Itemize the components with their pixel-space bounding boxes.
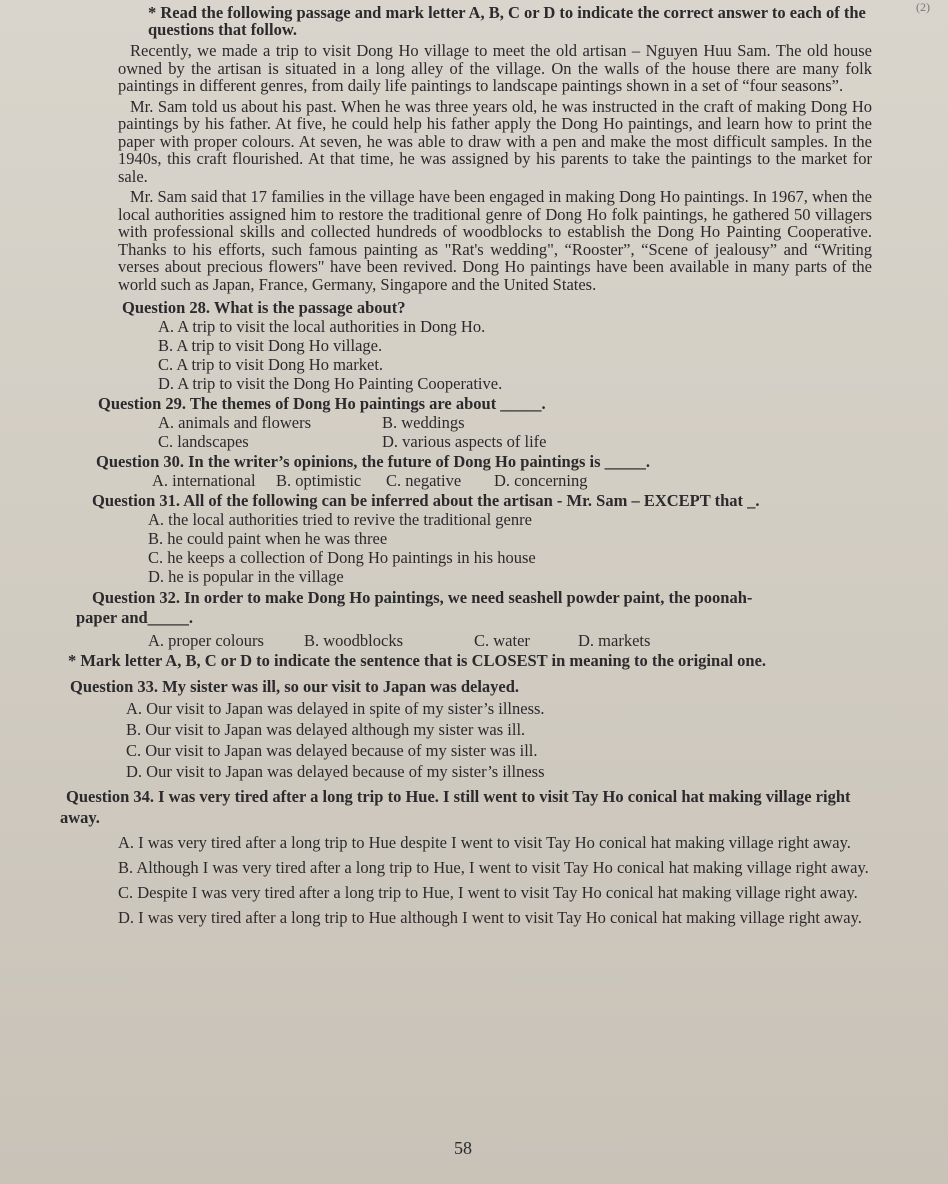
option-c[interactable]: C. Despite I was very tired after a long trip to Hue, I went to visit Tay Ho conical hat making village right away. [118, 883, 858, 902]
option-c[interactable]: C. A trip to visit Dong Ho market. [158, 355, 384, 374]
page-number: 58 [454, 1138, 472, 1158]
question-34 [60, 786, 872, 928]
option-c[interactable]: C. negative [386, 471, 462, 490]
question-text: Question 32. In order to make Dong Ho paintings, we need seashell powder paint, the poonah- [92, 588, 753, 607]
option-b[interactable]: B. he could paint when he was three [148, 529, 388, 548]
passage-paragraph-2: Mr. Sam told us about his past. When he was three years old, he was instructed in the craft of making Dong Ho paintings by his father. At five, he could help his father apply the Dong Ho paintings, and learn how to print the paper with proper colours. At seven, he was able to draw with a pen and make the most difficult samples. In the 1940s, this craft flourished. At that time, he was assigned by his parents to take the paintings to the market for sale. [118, 96, 872, 186]
content [52, 4, 872, 928]
option-a[interactable]: A. A trip to visit the local authorities in Dong Ho. [158, 317, 486, 336]
option-a[interactable]: A. the local authorities tried to revive the traditional genre [148, 510, 532, 529]
option-c[interactable]: C. landscapes [158, 432, 249, 451]
option-b[interactable]: B. weddings [382, 413, 465, 432]
question-33 [70, 678, 872, 782]
question-text: Question 28. What is the passage about? [122, 298, 406, 317]
question-30 [96, 453, 872, 490]
option-d[interactable]: D. concerning [494, 471, 588, 490]
question-text-continued: paper and_____. [76, 608, 194, 627]
option-b[interactable]: B. optimistic [276, 471, 362, 490]
option-a[interactable]: A. animals and flowers [158, 413, 312, 432]
passage-paragraph-1: Recently, we made a trip to visit Dong Ho village to meet the old artisan – Nguyen Huu Sam. The old house owned by the artisan is situated in a long alley of the village. On the walls of the house there are many folk paintings in different genres, from daily life paintings to landscape paintings shown in a set of “four seasons”. [118, 41, 872, 95]
option-b[interactable]: B. A trip to visit Dong Ho village. [158, 336, 383, 355]
instructions-closest-meaning: * Mark letter A, B, C or D to indicate the sentence that is CLOSEST in meaning to the original one. [68, 651, 767, 670]
passage [118, 42, 872, 293]
question-28 [122, 299, 872, 393]
option-a[interactable]: A. proper colours [148, 631, 264, 650]
question-text: Question 30. In the writer’s opinions, the future of Dong Ho paintings is _____. [96, 452, 651, 471]
question-text: Question 34. I was very tired after a long trip to Hue. I still went to visit Tay Ho conical hat making village right away. [60, 787, 851, 827]
option-b[interactable]: B. Although I was very tired after a long trip to Hue, I went to visit Tay Ho conical hat making village right away. [118, 858, 869, 877]
question-29 [98, 395, 872, 451]
passage-paragraph-3: Mr. Sam said that 17 families in the village have been engaged in making Dong Ho paintings. In 1967, when the local authorities assigned him to restore the traditional genre of Dong Ho folk paintings, he gathered 50 villagers with professional skills and collected hundreds of woodblocks to establish the Dong Ho Painting Cooperative. Thanks to his efforts, such famous painting as "Rat's wedding", “Rooster”, “Scene of jealousy” and “Writing verses about precious flowers" have been revived. Dong Ho paintings have been available in many parts of the world such as Japan, France, Germany, Singapore and the United States. [118, 187, 872, 294]
option-c[interactable]: C. water [474, 631, 530, 650]
question-text: Question 31. All of the following can be inferred about the artisan - Mr. Sam – EXCEPT that _. [92, 491, 760, 510]
option-d[interactable]: D. various aspects of life [382, 432, 547, 451]
option-a[interactable]: A. international [152, 471, 256, 490]
instructions-reading: * Read the following passage and mark letter A, B, C or D to indicate the correct answer to each of the questions that follow. [148, 3, 866, 39]
option-a[interactable]: A. I was very tired after a long trip to Hue despite I went to visit Tay Ho conical hat making village right away. [118, 833, 851, 852]
option-b[interactable]: B. woodblocks [304, 631, 403, 650]
option-d[interactable]: D. markets [578, 631, 651, 650]
option-d[interactable]: D. I was very tired after a long trip to Hue although I went to visit Tay Ho conical hat making village right away. [118, 908, 862, 927]
option-d[interactable]: D. Our visit to Japan was delayed because of my sister’s illness [126, 762, 545, 781]
corner-mark: (2) [916, 0, 930, 14]
question-31 [92, 492, 872, 586]
option-c[interactable]: C. Our visit to Japan was delayed because of my sister was ill. [126, 741, 538, 760]
question-text: Question 29. The themes of Dong Ho paintings are about _____. [98, 394, 546, 413]
option-c[interactable]: C. he keeps a collection of Dong Ho paintings in his house [148, 548, 536, 567]
option-d[interactable]: D. he is popular in the village [148, 567, 344, 586]
option-a[interactable]: A. Our visit to Japan was delayed in spite of my sister’s illness. [126, 699, 545, 718]
option-b[interactable]: B. Our visit to Japan was delayed although my sister was ill. [126, 720, 526, 739]
option-d[interactable]: D. A trip to visit the Dong Ho Painting Cooperative. [158, 374, 503, 393]
question-text: Question 33. My sister was ill, so our visit to Japan was delayed. [70, 677, 520, 696]
question-32 [76, 589, 872, 650]
